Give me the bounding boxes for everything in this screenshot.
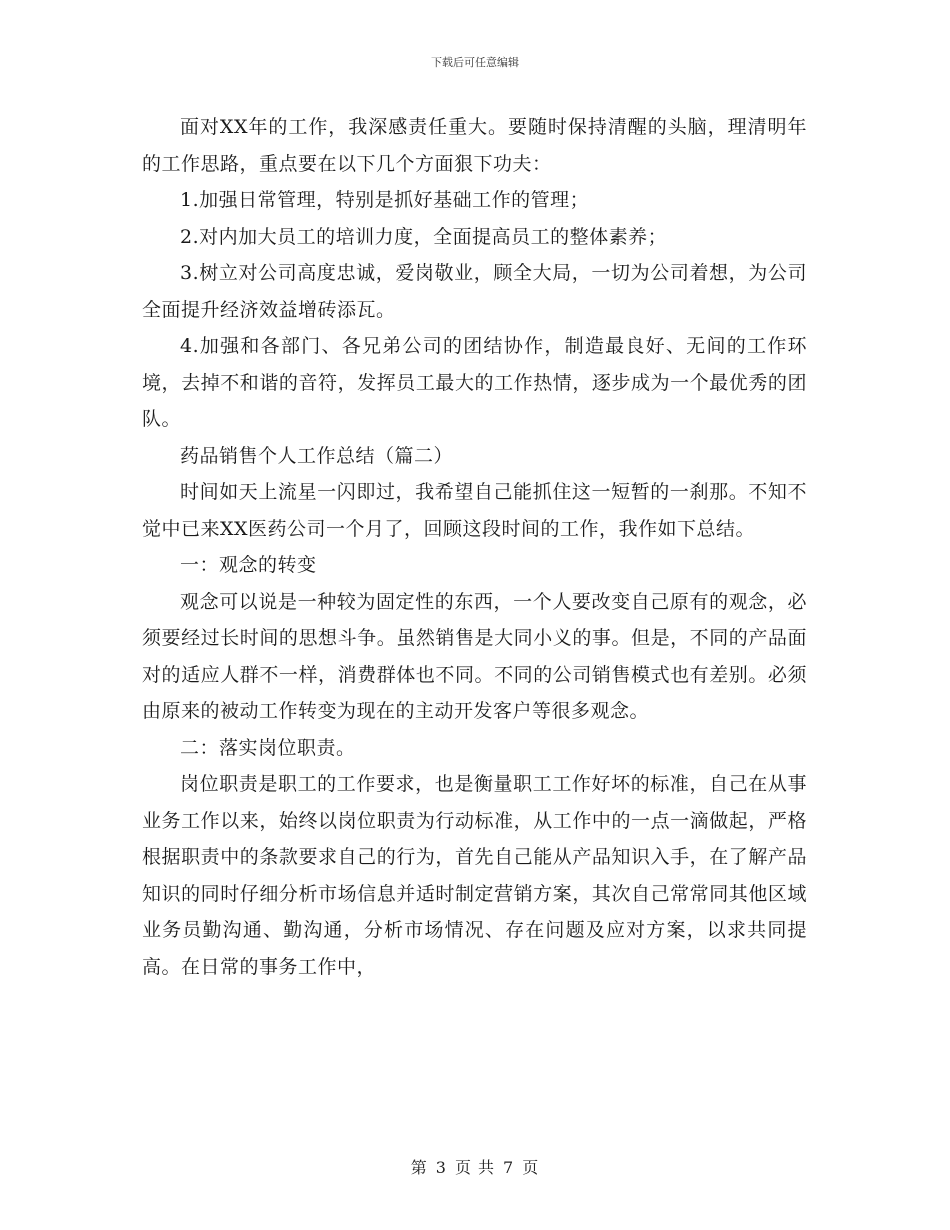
list-item: 1.加强日常管理，特别是抓好基础工作的管理； xyxy=(180,189,590,211)
page-label-prefix: 第 xyxy=(410,1158,428,1177)
paragraph: 岗位职责是职工的工作要求，也是衡量职工工作好坏的标准，自己在从事业务工作以来，始终以岗位职责为行动标准，从工作中的一点一滴做起，严格根据职责中的条款要求自己的行为，首先自己能从产品知识入手，在了解产品知识的同时仔细分析市场信息并适时制定营销方案，其次自己常常同其他区域业务员勤沟通、勤沟通，分析市场情况、存在问题及应对方案，以求共同提高。在日常的事务工作中， xyxy=(142,773,807,978)
list-item: 3.树立对公司高度忠诚，爱岗敬业，顾全大局，一切为公司着想，为公司全面提升经济效益增砖添瓦。 xyxy=(142,262,807,321)
paragraph: 面对XX年的工作，我深感责任重大。要随时保持清醒的头脑，理清明年的工作思路，重点要在以下几个方面狠下功夫： xyxy=(142,116,807,175)
list-item: 4.加强和各部门、各兄弟公司的团结协作，制造最良好、无间的工作环境，去掉不和谐的音符，发挥员工最大的工作热情，逐步成为一个最优秀的团队。 xyxy=(142,335,807,430)
subsection-heading: 一：观念的转变 xyxy=(180,554,317,576)
total-page-count: 7 xyxy=(503,1158,515,1177)
page-header-note: 下载后可任意编辑 xyxy=(431,56,519,69)
paragraph: 时间如天上流星一闪即过，我希望自己能抓住这一短暂的一刹那。不知不觉中已来XX医药公司一个月了，回顾这段时间的工作，我作如下总结。 xyxy=(142,481,807,540)
current-page-number: 3 xyxy=(435,1158,447,1177)
page-footer xyxy=(0,1155,950,1178)
section-title: 药品销售个人工作总结（篇二） xyxy=(180,444,454,467)
page-label-suffix: 页 xyxy=(522,1158,540,1177)
subsection-heading: 二：落实岗位职责。 xyxy=(180,736,356,759)
paragraph: 观念可以说是一种较为固定性的东西，一个人要改变自己原有的观念，必须要经过长时间的思想斗争。虽然销售是大同小义的事。但是，不同的产品面对的适应人群不一样，消费群体也不同。不同的公司销售模式也有差别。必须由原来的被动工作转变为现在的主动开发客户等很多观念。 xyxy=(142,590,807,722)
list-item: 2.对内加大员工的培训力度，全面提高员工的整体素养； xyxy=(180,225,668,248)
document-body xyxy=(142,109,807,985)
page-label-middle: 页 共 xyxy=(454,1158,496,1177)
